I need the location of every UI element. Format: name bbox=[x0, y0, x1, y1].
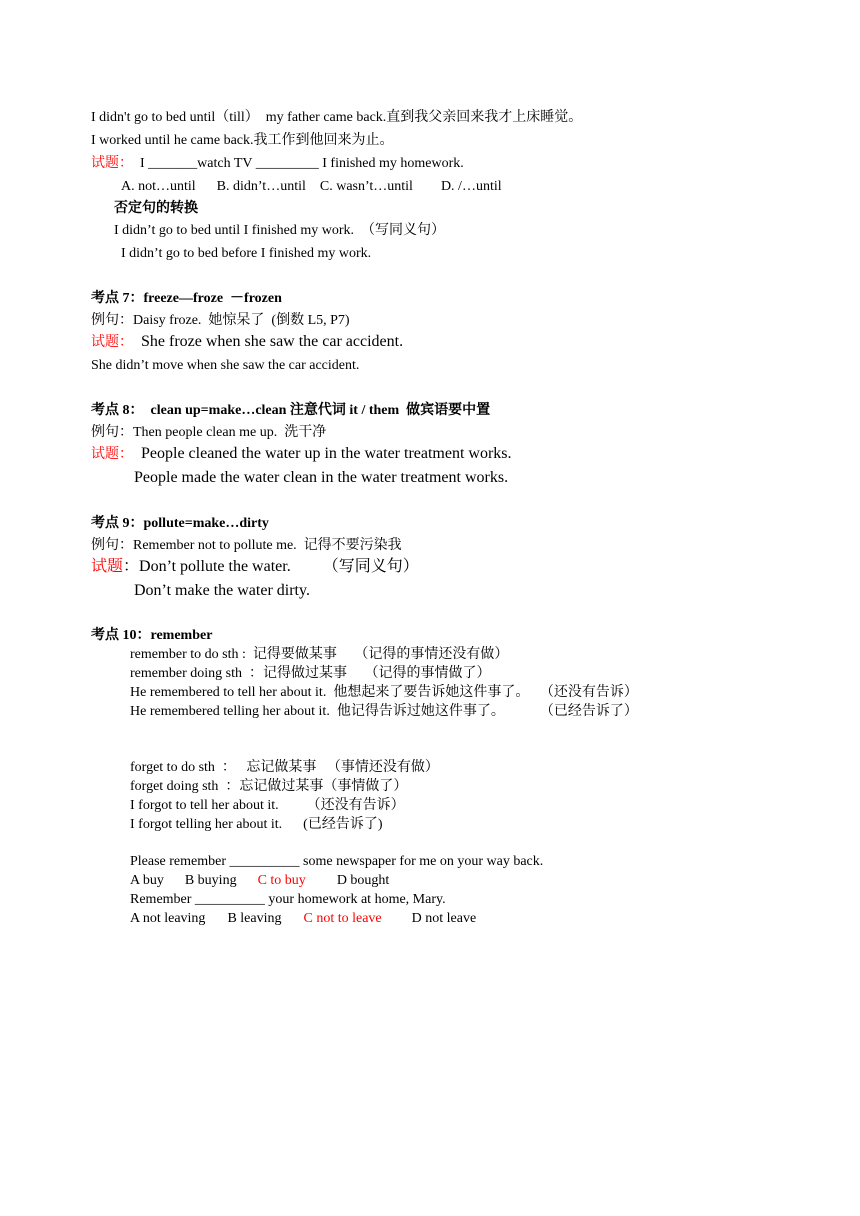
point-9-example: 例句：Remember not to pollute me. 记得不要污染我 bbox=[91, 538, 402, 553]
until-example-2: I worked until he came back.我工作到他回来为止。 bbox=[91, 133, 394, 148]
point-7-heading: 考点 7：freeze—froze －frozen bbox=[91, 291, 282, 306]
point-8-example: 例句：Then people clean me up. 洗干净 bbox=[91, 425, 327, 440]
point-7-answer: She didn’t move when she saw the car accident. bbox=[91, 358, 360, 373]
point-7-example: 例句：Daisy froze. 她惊呆了 (倒数 L5, P7) bbox=[91, 313, 350, 328]
remember-example-2: He remembered telling her about it. 他记得告诉过她这件事了。 （已经告诉了） bbox=[130, 704, 638, 719]
question-1: Please remember __________ some newspaper for me on your way back. bbox=[130, 854, 544, 869]
quiz-text: She froze when she saw the car accident. bbox=[133, 333, 404, 350]
option-c-answer: C not to leave bbox=[303, 911, 382, 926]
option-d: D bought bbox=[336, 873, 390, 888]
remember-example-1: He remembered to tell her about it. 他想起来了要告诉她这件事了。 （还没有告诉） bbox=[130, 685, 638, 700]
quiz-label: 试题： bbox=[91, 335, 133, 350]
point-9-quiz bbox=[91, 556, 419, 578]
point-9-heading: 考点 9：pollute=make…dirty bbox=[91, 516, 269, 531]
negative-example-1: I didn’t go to bed until I finished my work. （写同义句） bbox=[114, 223, 446, 238]
option-b: B buying bbox=[184, 873, 237, 888]
question-1-options bbox=[130, 871, 389, 890]
quiz-until bbox=[91, 154, 464, 173]
quiz-label: 试题： bbox=[91, 156, 133, 171]
point-10-heading: 考点 10：remember bbox=[91, 628, 213, 643]
question-2: Remember __________ your homework at home, Mary. bbox=[130, 892, 446, 907]
point-9-answer: Don’t make the water dirty. bbox=[134, 582, 310, 599]
quiz-until-options: A. not…until B. didn’t…until C. wasn’t…until D. /…until bbox=[121, 179, 502, 194]
quiz-label: 试题： bbox=[91, 447, 133, 462]
option-c-answer: C to buy bbox=[257, 873, 306, 888]
point-8-answer: People made the water clean in the water treatment works. bbox=[134, 469, 509, 486]
quiz-label: 试题 bbox=[91, 558, 124, 575]
question-2-options bbox=[130, 909, 476, 928]
negative-example-2: I didn’t go to bed before I finished my work. bbox=[121, 246, 372, 261]
option-b: B leaving bbox=[227, 911, 282, 926]
forget-example-1: I forgot to tell her about it. （还没有告诉） bbox=[130, 798, 405, 813]
option-a: A not leaving bbox=[130, 911, 206, 926]
remember-doing: remember doing sth ：记得做过某事 （记得的事情做了） bbox=[130, 666, 491, 681]
option-d: D not leave bbox=[411, 911, 477, 926]
until-example-1: I didn't go to bed until（till） my father came back.直到我父亲回来我才上床睡觉。 bbox=[91, 110, 583, 125]
forget-example-2: I forgot telling her about it. (已经告诉了) bbox=[130, 817, 383, 832]
forget-to-do: forget to do sth ： 忘记做某事 （事情还没有做） bbox=[130, 760, 439, 775]
quiz-text: People cleaned the water up in the water treatment works. bbox=[133, 445, 512, 462]
negative-sentence-heading: 否定句的转换 bbox=[114, 201, 198, 216]
point-8-heading: 考点 8： clean up=make…clean 注意代词 it / them 做宾语要中置 bbox=[91, 403, 491, 418]
quiz-text: ：Don’t pollute the water. （写同义句） bbox=[123, 558, 419, 575]
quiz-text: I _______watch TV _________ I finished my homework. bbox=[133, 156, 464, 171]
forget-doing: forget doing sth ：忘记做过某事（事情做了） bbox=[130, 779, 408, 794]
point-8-quiz bbox=[91, 443, 512, 466]
option-a: A buy bbox=[130, 873, 164, 888]
remember-to-do: remember to do sth : 记得要做某事 （记得的事情还没有做） bbox=[130, 647, 509, 662]
point-7-quiz bbox=[91, 331, 403, 354]
